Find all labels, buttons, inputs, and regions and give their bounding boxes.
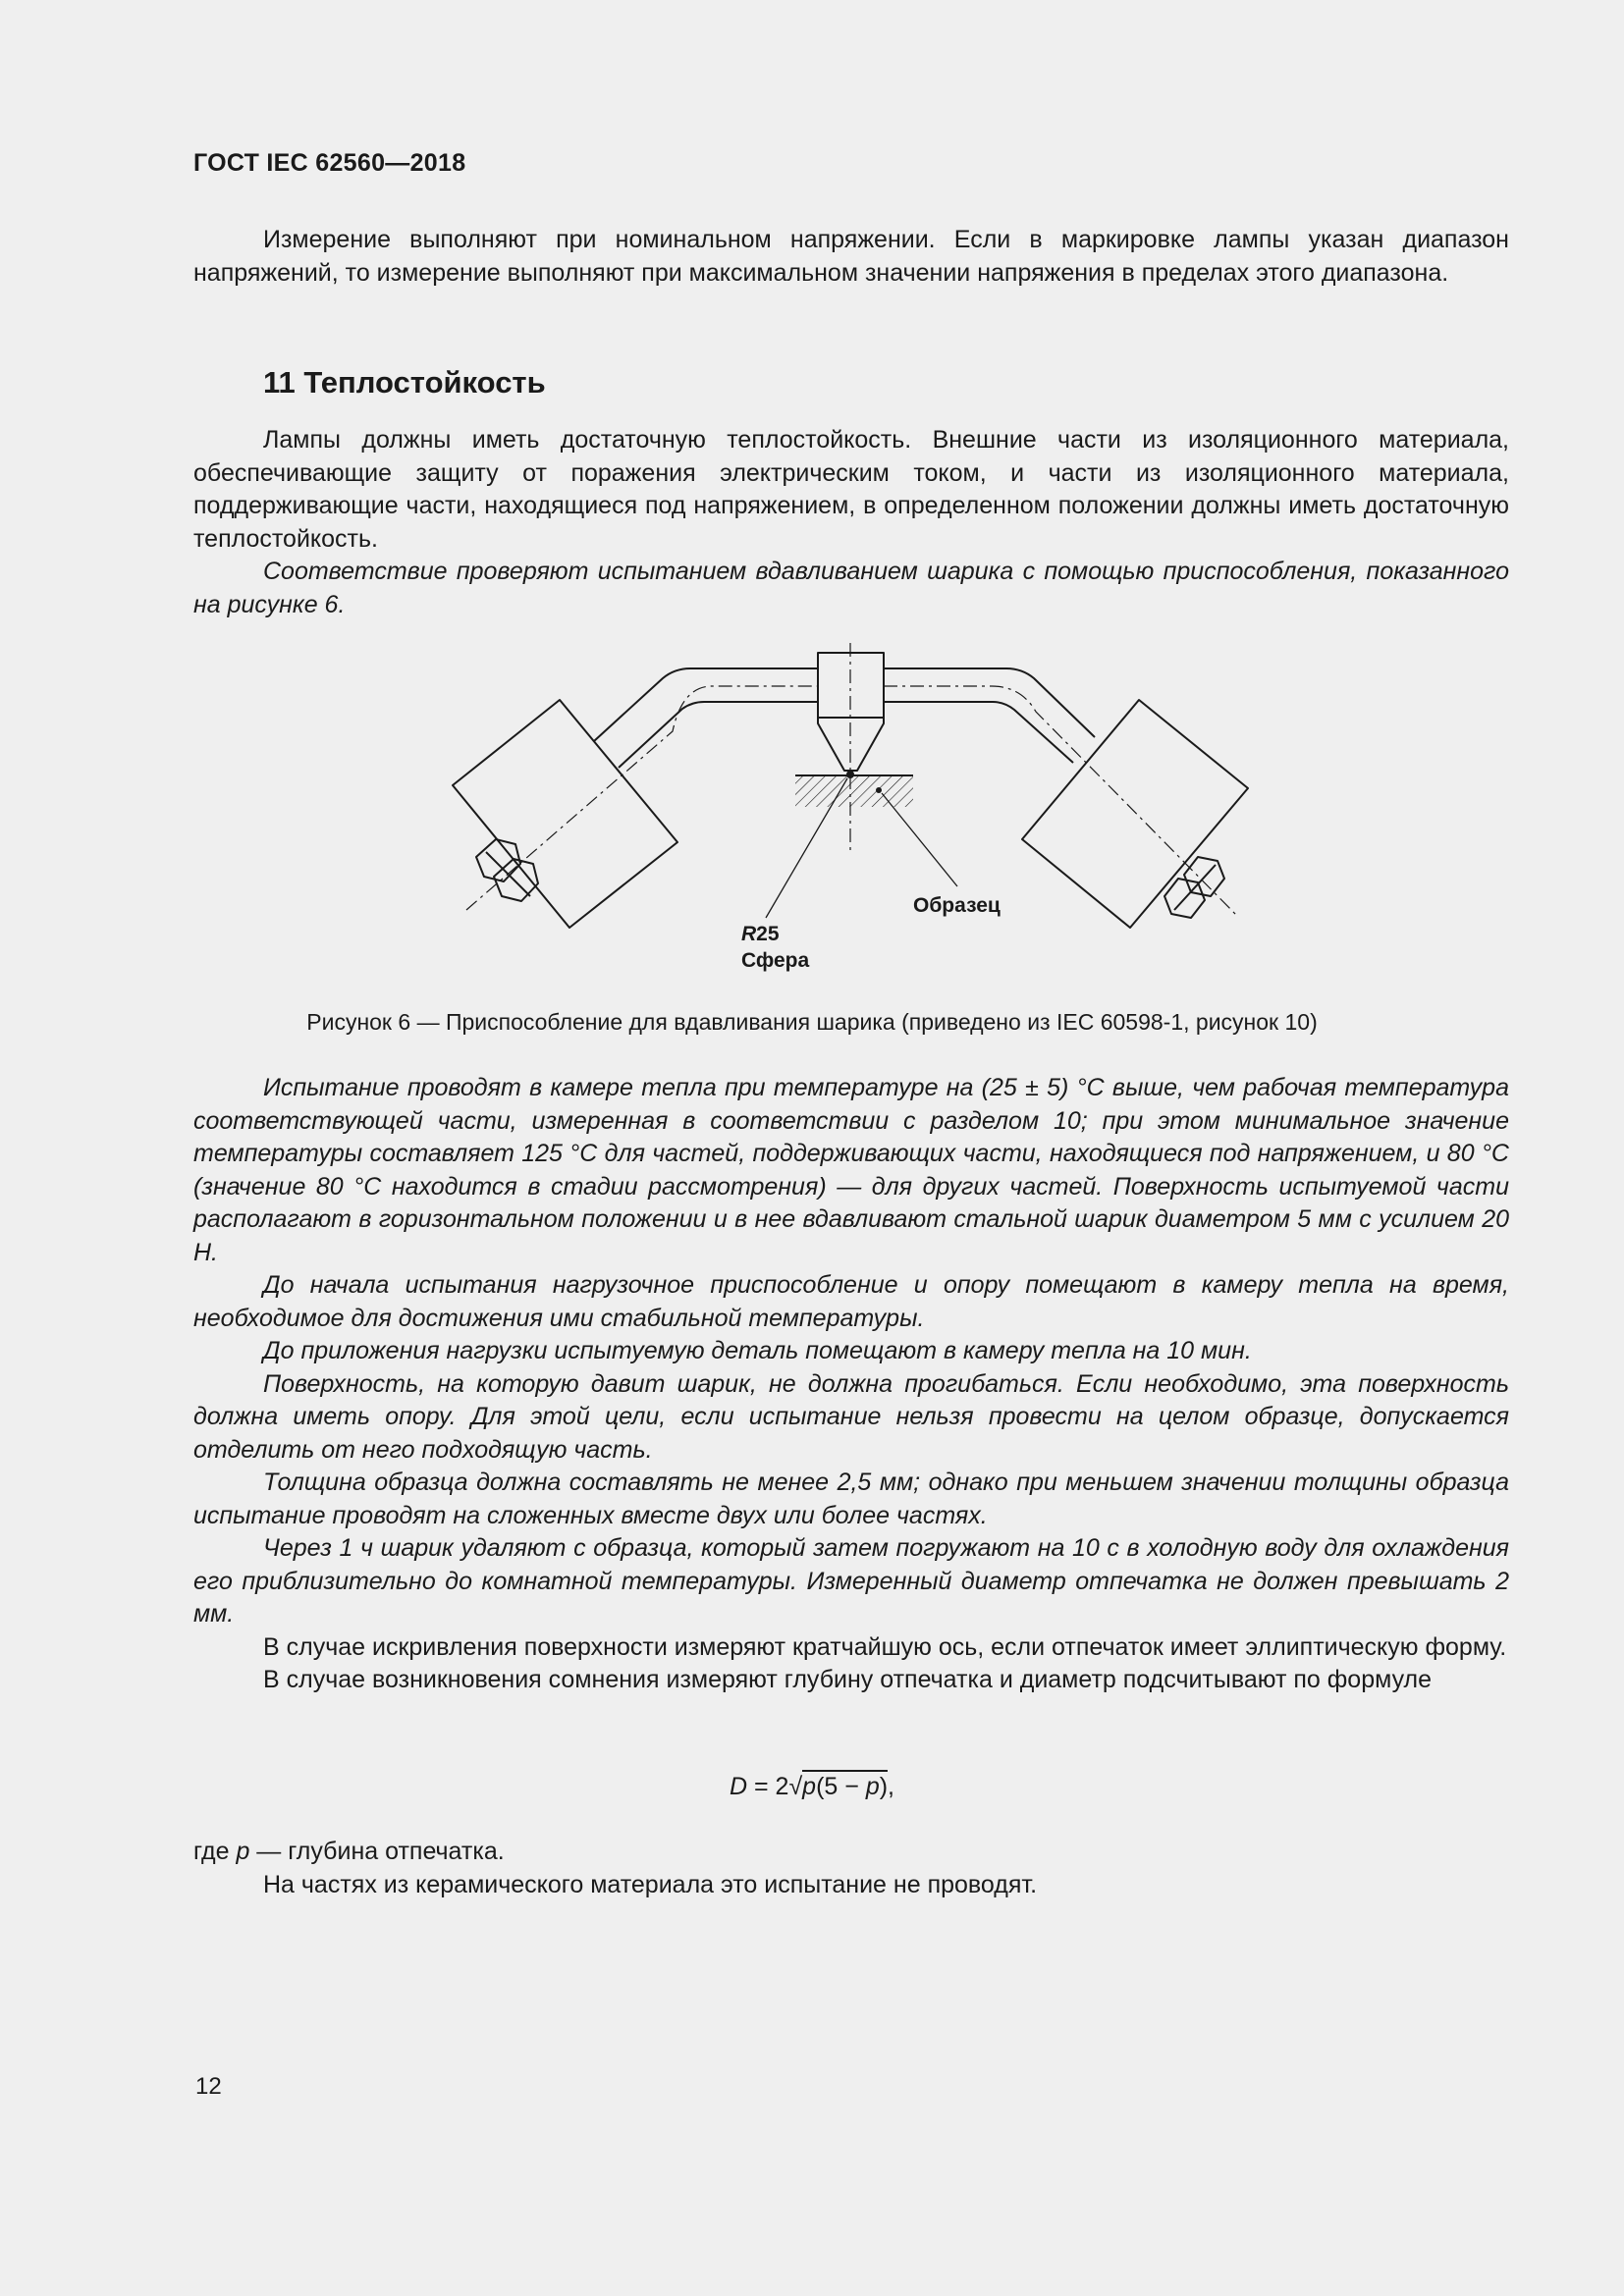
- paragraph: Измерение выполняют при номинальном напряжении. Если в маркировке лампы указан диапазон напряжений, то измерение выполняют при максимальном значении напряжения в пределах этого диапазона.: [193, 226, 1509, 287]
- paragraph-italic: До начала испытания нагрузочное приспособление и опору помещают в камеру тепла на время, необходимое для достижения ими стабильной температуры.: [193, 1271, 1509, 1332]
- paragraph-italic: Через 1 ч шарик удаляют с образца, который затем погружают на 10 с в холодную воду для охлаждения его приблизительно до комнатной температуры. Измеренный диаметр отпечатка не должен превышать 2 мм.: [193, 1534, 1509, 1628]
- page-number: 12: [195, 2073, 222, 2100]
- section-heading: 11 Теплостойкость: [263, 365, 546, 400]
- paragraph-italic: Поверхность, на которую давит шарик, не должна прогибаться. Если необходимо, эта поверхность должна иметь опору. Для этой цели, если испытание нельзя провести на целом образце, допускается отделить от него подходящую часть.: [193, 1369, 1509, 1464]
- body-block: [193, 1072, 1509, 1697]
- paragraph-italic: До приложения нагрузки испытуемую деталь помещают в камеру тепла на 10 мин.: [263, 1337, 1252, 1364]
- intro-block: [193, 224, 1509, 290]
- radicand: p(5 − p): [802, 1770, 888, 1800]
- specimen-leader: [882, 793, 957, 886]
- right-center-line: [884, 686, 1237, 916]
- right-arm-inner: [884, 702, 1073, 763]
- formula: D = 2√p(5 − p),: [0, 1773, 1624, 1801]
- right-weight: [1022, 700, 1248, 928]
- document-header: ГОСТ IEC 62560—2018: [193, 149, 466, 177]
- paragraph-italic: Испытание проводят в камере тепла при температуре на (25 ± 5) °С выше, чем рабочая температура соответствующей части, измеренная в соответствии с разделом 10; при этом минимальное значение температуры составляет 125 °С для частей, поддерживающих части, находящиеся под напряжением, и 80 °С (значение 80 °С находится в стадии рассмотрения) — для других частей. Поверхность испытуемой части располагают в горизонтальном положении и в нее вдавливают стальной шарик диаметром 5 мм с усилием 20 Н.: [193, 1074, 1509, 1266]
- closing-block: [193, 1836, 1509, 1901]
- sphere-label: Сфера: [741, 949, 810, 972]
- ball-pressure-apparatus-figure: [447, 643, 1252, 982]
- where-line: где p — глубина отпечатка.: [193, 1838, 505, 1865]
- radius-label: R25: [741, 923, 780, 945]
- specimen-hatching: [795, 775, 913, 807]
- left-arm-outer: [594, 668, 818, 741]
- right-nut: [1164, 857, 1224, 918]
- left-nut: [476, 839, 538, 901]
- paragraph: На частях из керамического материала это испытание не проводят.: [263, 1870, 1038, 1898]
- specimen-dot: [876, 787, 882, 793]
- figure-caption: Рисунок 6 — Приспособление для вдавливания шарика (приведено из IEC 60598-1, рисунок 10): [306, 1009, 1318, 1035]
- left-arm-inner: [619, 702, 818, 768]
- paragraph-italic: Толщина образца должна составлять не менее 2,5 мм; однако при меньшем значении толщины образца испытание проводят на сложенных вместе двух или более частях.: [193, 1468, 1509, 1529]
- section-intro-block: [193, 424, 1509, 621]
- left-weight: [453, 700, 677, 928]
- paragraph-italic: Соответствие проверяют испытанием вдавливанием шарика с помощью приспособления, показанного на рисунке 6.: [193, 558, 1509, 618]
- paragraph: В случае искривления поверхности измеряют кратчайшую ось, если отпечаток имеет эллиптическую форму.: [263, 1632, 1507, 1661]
- paragraph: Лампы должны иметь достаточную теплостойкость. Внешние части из изоляционного материала, обеспечивающие защиту от поражения электрическим током, и части из изоляционного материала, поддерживающие части, находящиеся под напряжением, в определенном положении должны иметь достаточную теплостойкость.: [193, 426, 1509, 553]
- paragraph: В случае возникновения сомнения измеряют глубину отпечатка и диаметр подсчитывают по формуле: [263, 1666, 1433, 1693]
- specimen-label: Образец: [913, 894, 1001, 917]
